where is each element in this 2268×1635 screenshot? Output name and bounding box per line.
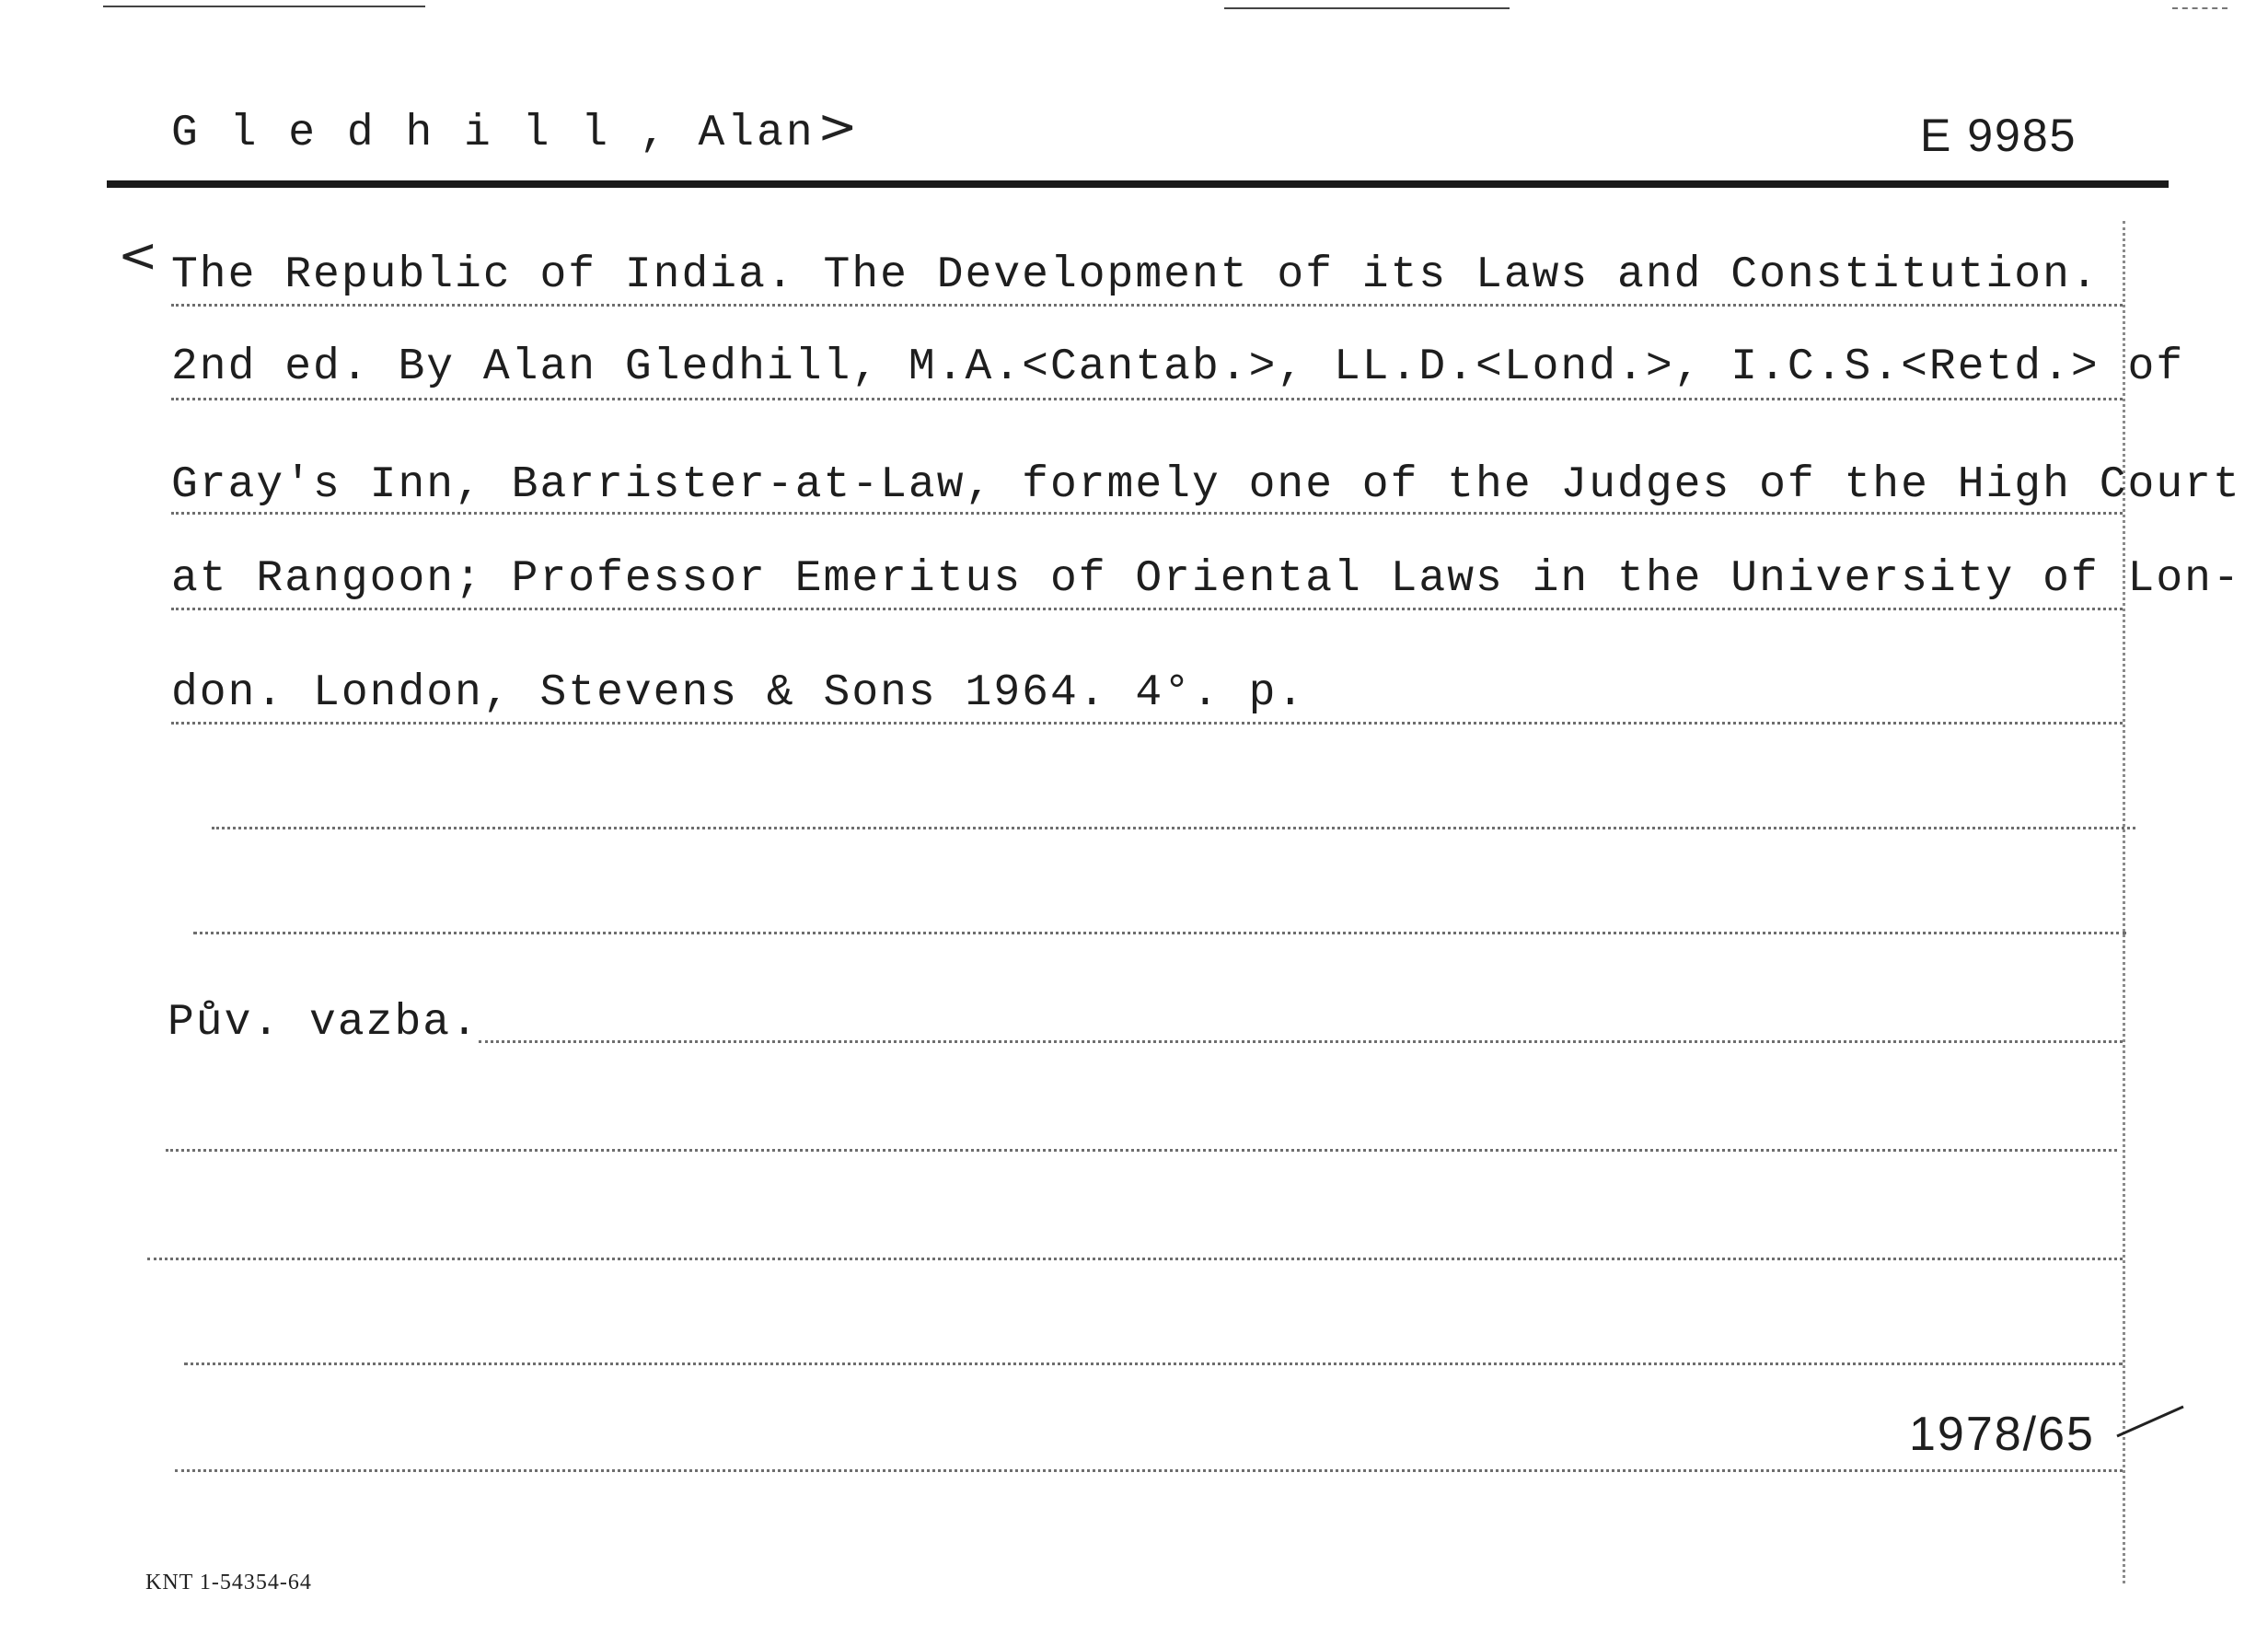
accession-tick-mark [2113,1399,2187,1445]
title-line-3: Gray's Inn, Barrister-at-Law, formely one of the Judges of the High Court [171,460,2241,510]
footer-code: KNT 1-54354-64 [145,1571,312,1594]
dotted-rule-9 [166,1149,2117,1152]
author-heading: G l e d h i l l , Alan [171,109,816,158]
title-line-1: The Republic of India. The Development of its Laws and Constitution. [171,250,2100,300]
header-rule [107,180,2169,188]
dotted-rule-1 [171,304,2123,307]
dotted-rule-5 [171,722,2123,725]
dotted-rule-12 [175,1469,2123,1472]
title-line-2: 2nd ed. By Alan Gledhill, M.A.<Cantab.>, LL.D.<Lond.>, I.C.S.<Retd.> of [171,342,2185,392]
dotted-rule-10 [147,1258,2123,1260]
top-edge-mark-center [1224,7,1510,9]
dotted-rule-3 [171,512,2123,515]
angle-mark-title: < [118,228,158,284]
dotted-rule-6 [212,827,2135,829]
angle-mark-author: > [817,99,858,155]
top-edge-mark-left [103,6,425,7]
imprint-line: don. London, Stevens & Sons 1964. 4°. p. [171,668,1306,718]
binding-note: Pův. vazba. [168,998,480,1048]
call-number: E 9985 [1920,110,2077,161]
top-edge-mark-right [2172,7,2228,9]
dotted-rule-4 [171,608,2123,610]
right-margin-guide [2123,221,2125,1583]
accession-number: 1978/65 [1909,1408,2095,1461]
title-line-4: at Rangoon; Professor Emeritus of Oriental Laws in the University of Lon- [171,554,2241,604]
dotted-rule-11 [184,1362,2123,1365]
dotted-rule-2 [171,398,2123,400]
dotted-rule-8 [479,1040,2123,1043]
dotted-rule-7 [193,932,2126,934]
